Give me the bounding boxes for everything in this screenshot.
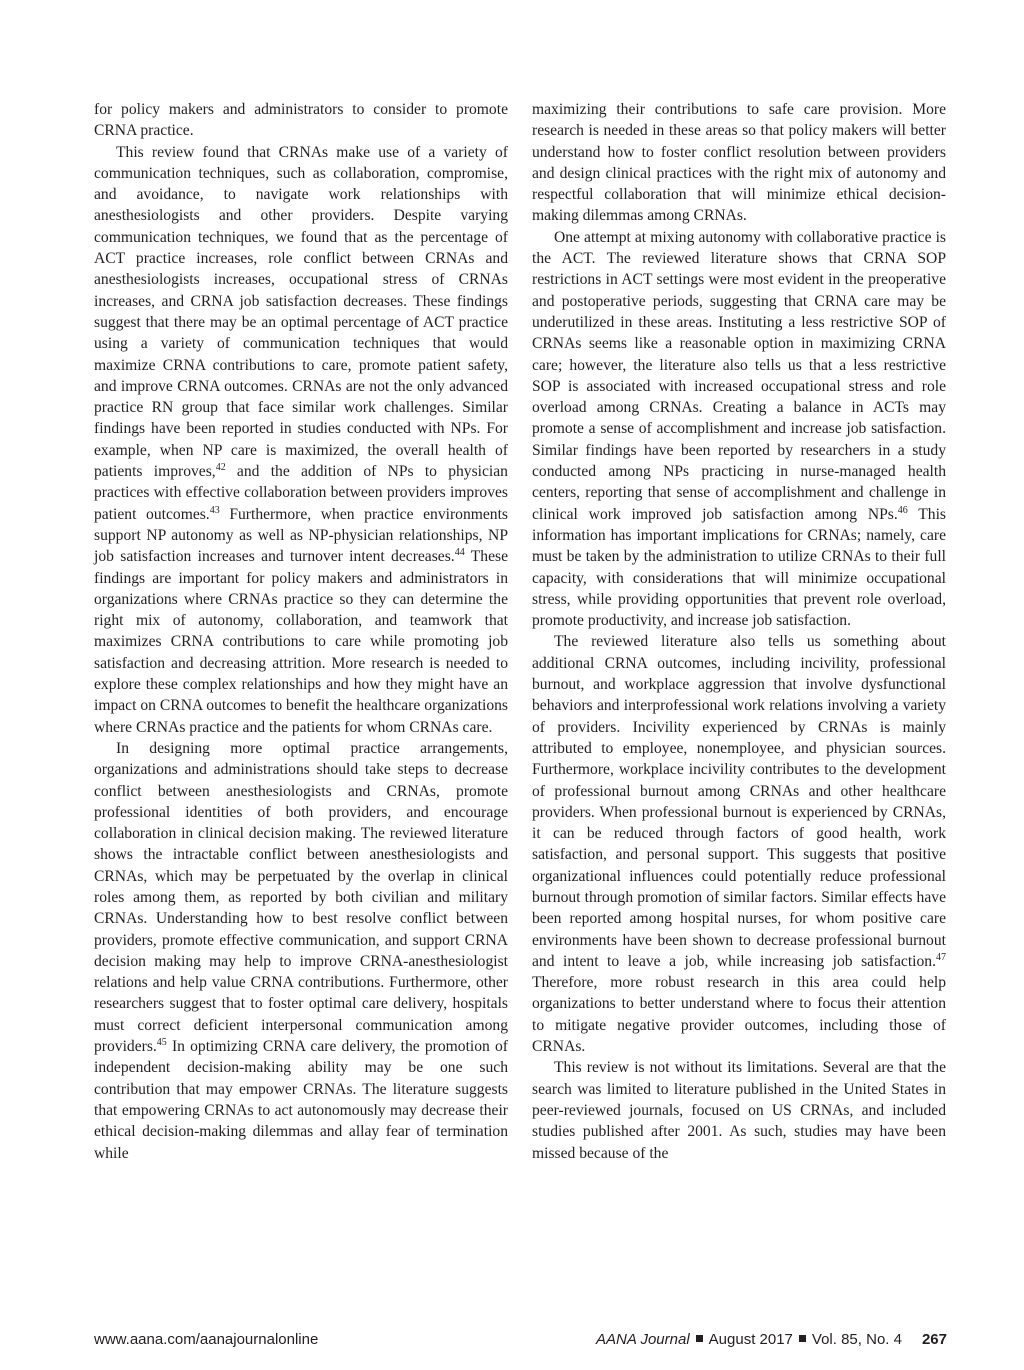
paragraph: One attempt at mixing autonomy with collaborative practice is the ACT. The reviewed literature shows that CRNA SOP restrictions in ACT settings were most evident in the preoperative and postoperative periods, suggesting that CRNA care may be underutilized in these areas. Instituting a less restrictive SOP of CRNAs seems like a reasonable option in maximizing CRNA care; however, the literature also tells us that a less restrictive SOP is associated with increased occupational stress and role overload among CRNAs. Creating a balance in ACTs may promote a sense of accomplishment and increase job satisfaction. Similar findings have been reported by researchers in a study conducted among NPs practicing in nurse-managed health centers, reporting that sense of accomplishment and challenge in clinical work improved job satisfaction among NPs.$^{46}$ This information has important implications for CRNAs; namely, care must be taken by the administration to utilize CRNAs to their full capacity, with considerations that will minimize occupational stress, while providing opportunities that prevent role overload, promote productivity, and increase job satisfaction. <box>532 228 946 630</box>
paragraph: maximizing their contributions to safe care provision. More research is needed in these areas so that policy makers will better understand how to foster conflict resolution between providers and design clinical practices with the right mix of autonomy and respectful collaboration that will minimize ethical decision-making dilemmas among CRNAs. <box>532 101 946 225</box>
right-column <box>532 99 946 1164</box>
citation-ref: 45 <box>156 1037 167 1049</box>
square-bullet-icon <box>696 1335 703 1342</box>
page-footer <box>94 1331 947 1353</box>
citation-ref: 43 <box>209 504 220 516</box>
paragraph: In designing more optimal practice arrangements, organizations and administrations should take steps to decrease conflict between anesthesiologists and CRNAs, promote professional identities of both providers, and encourage collaboration in clinical decision making. The reviewed literature shows the intractable conflict between anesthesiologists and CRNAs, which may be perpetuated by the overlap in clinical roles among them, as reported by both civilian and military CRNAs. Understanding how to best resolve conflict between providers, promote effective communication, and support CRNA decision making may help to improve CRNA-anesthesiologist relations and help value CRNA contributions. Furthermore, other researchers suggest that to foster optimal care delivery, hospitals must correct deficient interpersonal communication among providers.$^{45}$ In optimizing CRNA care delivery, the promotion of independent decision-making ability may be one such contribution that may empower CRNAs. The literature suggests that empowering CRNAs to act autonomously may decrease their ethical decision-making dilemmas and allay fear of termination while <box>94 739 508 1162</box>
citation-ref: 42 <box>215 462 226 474</box>
paragraph: for policy makers and administrators to consider to promote CRNA practice. <box>94 101 508 140</box>
journal-url-link[interactable]: www.aana.com/aanajournalonline <box>94 1331 319 1348</box>
journal-name: AANA Journal <box>596 1331 690 1348</box>
paragraph: This review is not without its limitations. Several are that the search was limited to literature published in the United States in peer-reviewed journals, focused on US CRNAs, and included studies published after 2001. As such, studies may have been missed because of the <box>532 1059 946 1162</box>
paragraph: This review found that CRNAs make use of a variety of communication techniques, such as collaboration, compromise, and avoidance, to navigate work relationships with anesthesiologists and other providers. Despite varying communication techniques, we found that as the percentage of ACT practice increases, role conflict between CRNAs and anesthesiologists increases, occupational stress of CRNAs increases, and CRNA job satisfaction decreases. These findings suggest that there may be an optimal percentage of ACT practice using a variety of communication techniques that would maximize CRNA contributions to care, promote patient safety, and improve CRNA outcomes. CRNAs are not the only advanced practice RN group that face similar work challenges. Similar findings have been reported in studies conducted with NPs. For example, when NP care is maximized, the overall health of patients improves,$^{42}$ and the addition of NPs to physician practices with effective collaboration between providers improves patient outcomes.$^{43}$ Furthermore, when practice environments support NP autonomy as well as NP-physician relationships, NP job satisfaction increases and turnover intent decreases.$^{44}$ These findings are important for policy makers and administrators in organizations where CRNAs practice so they can determine the right mix of autonomy, collaboration, and teamwork that maximizes CRNA contributions to care while promoting job satisfaction and decreasing attrition. More research is needed to explore these complex relationships and how they might have an impact on CRNA outcomes to benefit the healthcare organizations where CRNAs practice and the patients for whom CRNAs care. <box>94 143 509 736</box>
citation-ref: 47 <box>936 951 946 963</box>
paragraph: The reviewed literature also tells us something about additional CRNA outcomes, including incivility, professional burnout, and workplace aggression that involve dysfunctional behaviors and interprofessional work relations involving a variety of providers. Incivility experienced by CRNAs is mainly attributed to employee, nonemployee, and physician sources. Furthermore, workplace incivility contributes to the development of professional burnout among CRNAs and other healthcare providers. When professional burnout is experienced by CRNAs, it can be reduced through factors of good health, work satisfaction, and personal support. This suggests that positive organizational influences could potentially reduce professional burnout through promotion of similar factors. Similar effects have been reported among hospital nurses, for whom positive care environments have been shown to decrease professional burnout and intent to leave a job, while increasing job satisfaction.$^{47}$ Therefore, more robust research in this area could help organizations to better understand where to focus their attention to mitigate negative provider outcomes, including those of CRNAs. <box>532 633 946 1056</box>
page-number: 267 <box>921 1331 947 1348</box>
citation-ref: 44 <box>454 547 465 559</box>
journal-info <box>596 1331 947 1348</box>
volume-issue: Vol. 85, No. 4 <box>811 1331 902 1348</box>
citation-ref: 46 <box>897 504 908 516</box>
square-bullet-icon <box>799 1335 806 1342</box>
left-column <box>94 99 508 1164</box>
issue-date: August 2017 <box>708 1331 793 1348</box>
